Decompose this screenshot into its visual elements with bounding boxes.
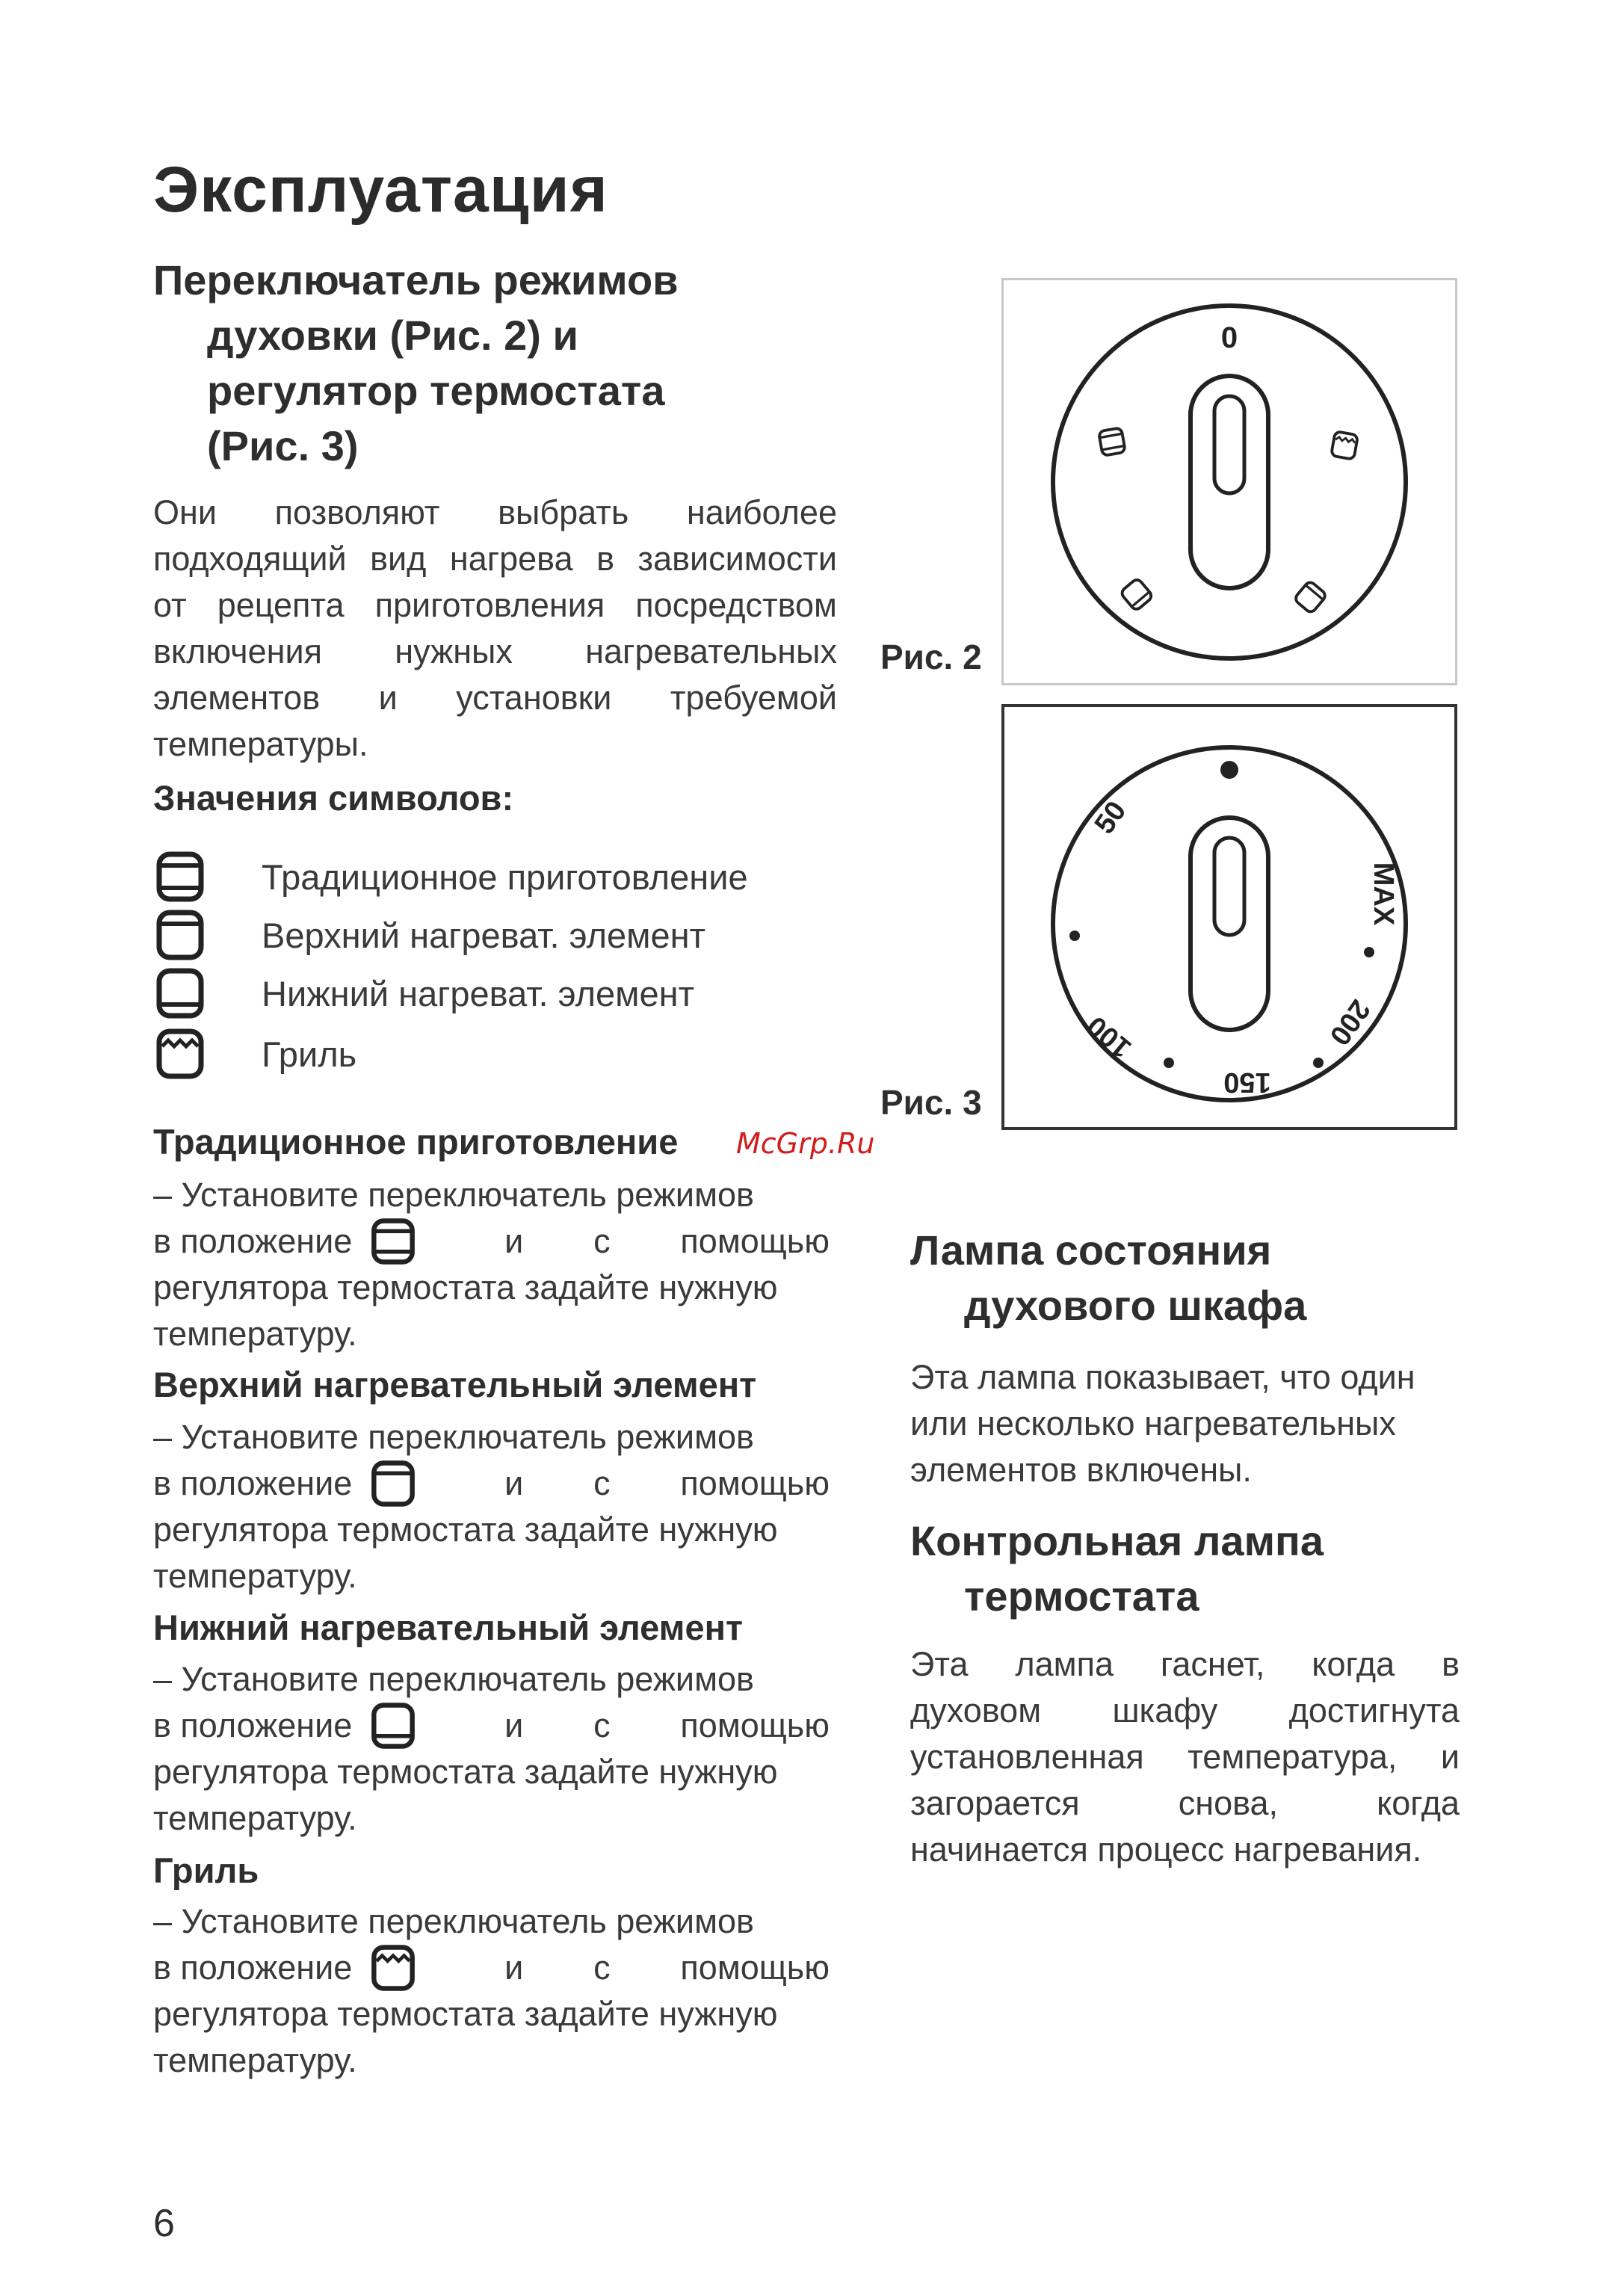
paragraph-line: элементов и установки требуемой: [153, 679, 837, 717]
instruction-line: регулятора термостата задайте нужную: [153, 1753, 778, 1791]
instruction-line-icon: [153, 1945, 830, 1991]
instruction-word: с: [593, 1222, 611, 1260]
grill-icon: [153, 1027, 207, 1081]
watermark: McGrp.Ru: [736, 1127, 875, 1160]
dial-mark-150: 150: [1223, 1067, 1271, 1098]
top-heat-icon: [1294, 580, 1327, 614]
dial-dot: [1069, 931, 1080, 941]
instruction-line-icon: [153, 1460, 830, 1507]
instruction-line-icon: [153, 1218, 830, 1265]
paragraph-line: начинается процесс нагревания.: [910, 1830, 1422, 1868]
section-heading-switch: [153, 253, 679, 474]
figure-2-box: [1001, 278, 1457, 685]
thermostat-knob-diagram: [1004, 707, 1454, 1127]
instruction-line: температуру.: [153, 1315, 357, 1353]
heading-line: регулятор термостата: [207, 367, 665, 414]
dial-dot: [1164, 1058, 1174, 1068]
paragraph-line: Эта лампа показывает, что один: [910, 1358, 1415, 1396]
instruction-word: помощью: [680, 1464, 830, 1502]
traditional-icon: [153, 850, 207, 904]
instruction-word: с: [593, 1706, 611, 1744]
heading-line: Переключатель режимов: [153, 256, 679, 303]
instruction-word: помощью: [680, 1948, 830, 1987]
dial-dot: [1364, 947, 1374, 957]
symbols-heading: Значения символов:: [153, 778, 514, 818]
instruction-word: помощью: [680, 1222, 830, 1260]
top-heat-icon: [367, 1460, 419, 1507]
paragraph-line: включения нужных нагревательных: [153, 632, 837, 670]
paragraph-line: элементов включены.: [910, 1451, 1252, 1489]
instruction-word: и: [504, 1948, 524, 1987]
mode-title: Гриль: [153, 1851, 259, 1890]
instruction-line-icon: [153, 1703, 830, 1749]
grill-icon: [367, 1945, 419, 1991]
paragraph-line: подходящий вид нагрева в зависимости: [153, 540, 837, 578]
bottom-heat-icon: [153, 966, 207, 1020]
instruction-line: – Установите переключатель режимов: [153, 1176, 754, 1214]
paragraph-line: от рецепта приготовления посредством: [153, 586, 837, 624]
section-heading-thermostat-lamp: [910, 1513, 1324, 1624]
instruction-line: регулятора термостата задайте нужную: [153, 1995, 778, 2033]
legend-row-top-heat: [153, 907, 706, 963]
paragraph-line: духовом шкафу достигнута: [910, 1691, 1460, 1729]
dial-dot: [1313, 1058, 1324, 1068]
paragraph-line: установленная температура, и: [910, 1738, 1460, 1776]
legend-row-traditional: [153, 848, 748, 905]
legend-label: Верхний нагреват. элемент: [262, 915, 706, 955]
mode-instruction-traditional: [153, 1172, 830, 1357]
figure-3-box: [1001, 704, 1457, 1130]
heading-line: Контрольная лампа: [910, 1517, 1324, 1564]
instruction-pre: в положение: [153, 1222, 353, 1260]
page-number: 6: [153, 2202, 175, 2245]
figure-2-label: Рис. 2: [880, 638, 982, 676]
mode-instruction-bottom: [153, 1656, 830, 1842]
legend-row-grill: [153, 1025, 357, 1082]
mode-title: Верхний нагревательный элемент: [153, 1365, 757, 1404]
instruction-word: и: [504, 1464, 524, 1502]
page-title: Эксплуатация: [153, 154, 608, 226]
grill-icon: [1331, 431, 1358, 460]
instruction-word: помощью: [680, 1706, 830, 1744]
legend-label: Традиционное приготовление: [262, 857, 748, 897]
legend-row-bottom-heat: [153, 965, 695, 1022]
instruction-line: температуру.: [153, 1557, 357, 1595]
figure-3-label: Рис. 3: [880, 1083, 982, 1122]
instruction-word: и: [504, 1706, 524, 1744]
instruction-pre: в положение: [153, 1706, 353, 1744]
top-heat-icon: [153, 908, 207, 962]
dial-mark-max: MAX: [1368, 862, 1399, 926]
instruction-line: регулятора термостата задайте нужную: [153, 1510, 778, 1549]
instruction-word: с: [593, 1948, 611, 1987]
dial-mark-200: 200: [1323, 993, 1377, 1051]
heading-line: духовки (Рис. 2) и: [207, 312, 578, 359]
legend-label: Нижний нагреват. элемент: [262, 973, 695, 1013]
instruction-line: – Установите переключатель режимов: [153, 1660, 754, 1698]
instruction-line: – Установите переключатель режимов: [153, 1902, 754, 1940]
paragraph-line: загорается снова, когда: [910, 1784, 1460, 1822]
instruction-pre: в положение: [153, 1464, 353, 1502]
knob-zero-label: 0: [1220, 321, 1238, 354]
paragraph-line: температуры.: [153, 725, 368, 763]
mode-instruction-grill: [153, 1898, 830, 2084]
traditional-icon: [367, 1218, 419, 1265]
instruction-word: и: [504, 1222, 524, 1260]
instruction-line: регулятора термостата задайте нужную: [153, 1268, 778, 1306]
bottom-heat-icon: [367, 1703, 419, 1749]
heading-line: Лампа состояния: [910, 1226, 1272, 1274]
heading-line: духового шкафа: [964, 1282, 1307, 1329]
off-dot: [1220, 761, 1238, 779]
section-heading-status-lamp: [910, 1223, 1306, 1333]
instruction-pre: в положение: [153, 1948, 353, 1987]
paragraph-line: Они позволяют выбрать наиболее: [153, 493, 837, 531]
heading-line: (Рис. 3): [207, 422, 359, 469]
mode-title: Традиционное приготовление: [153, 1122, 679, 1161]
paragraph-line: Эта лампа гаснет, когда в: [910, 1645, 1460, 1683]
legend-label: Гриль: [262, 1034, 357, 1074]
paragraph-line: или несколько нагревательных: [910, 1404, 1396, 1442]
instruction-line: – Установите переключатель режимов: [153, 1418, 754, 1456]
dial-mark-100: 100: [1081, 1009, 1138, 1064]
bottom-heat-icon: [1120, 578, 1153, 611]
mode-instruction-top: [153, 1414, 830, 1599]
status-lamp-paragraph: [910, 1354, 1460, 1493]
function-knob-diagram: [1004, 280, 1455, 683]
instruction-line: температуру.: [153, 2041, 357, 2079]
instruction-line: температуру.: [153, 1799, 357, 1837]
heading-line: термостата: [964, 1573, 1199, 1620]
instruction-word: с: [593, 1464, 611, 1502]
traditional-icon: [1099, 428, 1125, 456]
thermostat-lamp-paragraph: [910, 1641, 1460, 1873]
intro-paragraph: [153, 490, 837, 768]
mode-title: Нижний нагревательный элемент: [153, 1608, 743, 1647]
dial-mark-50: 50: [1088, 795, 1133, 840]
